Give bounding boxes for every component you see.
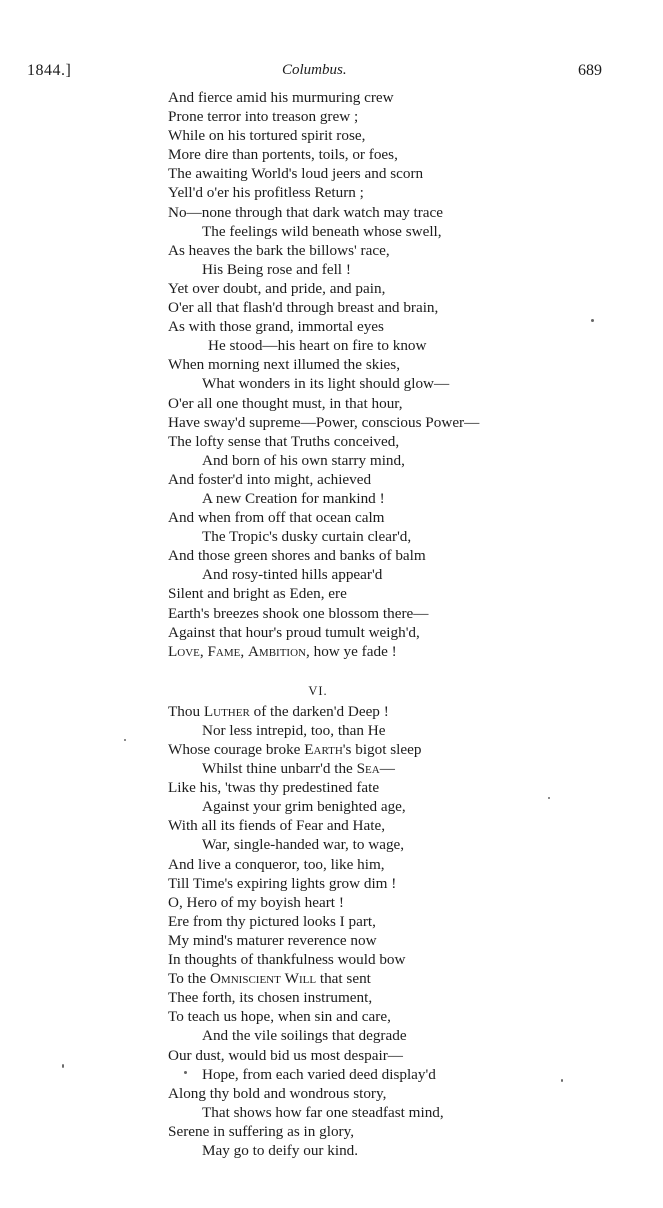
poem-line-omniscient — [168, 969, 648, 988]
poem-line: When morning next illumed the skies, — [168, 356, 400, 374]
poem-line: The lofty sense that Truths conceived, — [168, 432, 400, 450]
poem-line: Against your grim benighted age, — [202, 798, 406, 816]
poem-line: Against that hour's proud tumult weigh'd, — [168, 623, 420, 641]
paper-speck — [561, 1079, 563, 1082]
word-omniscient: Omniscient — [209, 970, 281, 988]
header-year: 1844.] — [27, 62, 72, 79]
poem-line: The Tropic's dusky curtain clear'd, — [202, 528, 412, 546]
stanza-vi-end — [168, 988, 648, 1160]
poem-line-luther — [168, 702, 648, 721]
header-title: Columbus. — [282, 62, 347, 78]
poem-line: May go to deify our kind. — [202, 1141, 359, 1159]
stanza-vi-middle — [168, 778, 648, 969]
separator: , — [240, 642, 248, 660]
poem-line: In thoughts of thankfulness would bow — [168, 951, 406, 969]
poem-line: War, single-handed war, to wage, — [202, 836, 405, 854]
word-ambition: Ambition — [247, 642, 306, 660]
poem-line: Along thy bold and wondrous story, — [168, 1084, 387, 1102]
line-rest: , how ye fade ! — [306, 642, 397, 660]
poem-line: Thee forth, its chosen instrument, — [168, 989, 373, 1007]
word-will: Will — [284, 970, 317, 988]
line-post: of the darken'd Deep ! — [249, 702, 389, 720]
poem-line: Hope, from each varied deed display'd — [202, 1065, 436, 1083]
line-pre: Whilst thine unbarr'd the — [202, 760, 357, 778]
poem-line: And live a conqueror, too, like him, — [168, 855, 385, 873]
poem-line: And those green shores and banks of balm — [168, 547, 426, 565]
poem-line: Ere from thy pictured looks I part, — [168, 912, 376, 930]
poem-line: Have sway'd supreme—Power, conscious Power— — [168, 413, 480, 431]
poem-line: And born of his own starry mind, — [202, 451, 405, 469]
poem-line: Serene in suffering as in glory, — [168, 1122, 355, 1140]
poem-line-earth — [168, 740, 648, 759]
poem-line: O'er all one thought must, in that hour, — [168, 394, 403, 412]
word-fame: Fame — [207, 642, 241, 660]
poem-line: Yet over doubt, and pride, and pain, — [168, 279, 386, 297]
line-pre: Thou — [168, 702, 204, 720]
paper-speck — [62, 1064, 64, 1068]
word-luther: Luther — [203, 702, 250, 720]
poem-line-love-fame-ambition — [168, 642, 648, 661]
poem-text — [168, 88, 648, 1160]
poem-line: Prone terror into treason grew ; — [168, 108, 359, 126]
poem-line: Earth's breezes shook one blossom there— — [168, 604, 429, 622]
page-number: 689 — [578, 62, 602, 79]
poem-line: He stood—his heart on fire to know — [208, 337, 427, 355]
poem-line: His Being rose and fell ! — [202, 260, 351, 278]
poem-line: With all its fiends of Fear and Hate, — [168, 817, 386, 835]
poem-line: As with those grand, immortal eyes — [168, 318, 384, 336]
poem-line: The awaiting World's loud jeers and scorn — [168, 165, 424, 183]
word-earth: Earth — [304, 741, 343, 758]
poem-line: Our dust, would bid us most despair— — [168, 1046, 403, 1064]
poem-line: Yell'd o'er his profitless Return ; — [168, 184, 364, 202]
poem-line: A new Creation for mankind ! — [202, 489, 385, 507]
separator: , — [199, 642, 208, 660]
paper-speck — [124, 739, 126, 741]
poem-line: And when from off that ocean calm — [168, 509, 385, 527]
poem-line: O'er all that flash'd through breast and brain, — [168, 299, 439, 317]
poem-line: Silent and bright as Eden, ere — [168, 585, 347, 603]
poem-line: Like his, 'twas thy predestined fate — [168, 779, 380, 797]
line-pre: Whose courage broke — [168, 741, 305, 758]
poem-line: And fierce amid his murmuring crew — [168, 89, 394, 106]
poem-line: O, Hero of my boyish heart ! — [168, 893, 344, 911]
poem-line: My mind's maturer reverence now — [168, 931, 377, 949]
poem-line: And rosy-tinted hills appear'd — [202, 566, 383, 584]
poem-line: The feelings wild beneath whose swell, — [202, 222, 442, 240]
poem-line: No—none through that dark watch may trace — [168, 203, 443, 221]
poem-line: As heaves the bark the billows' race, — [168, 241, 390, 259]
poem-line-sea — [168, 759, 648, 778]
poem-line: Nor less intrepid, too, than He — [202, 721, 386, 739]
poem-line: Till Time's expiring lights grow dim ! — [168, 874, 397, 892]
poem-line: To teach us hope, when sin and care, — [168, 1008, 391, 1026]
word-sea: Sea — [356, 760, 380, 778]
poem-line: And the vile soilings that degrade — [202, 1027, 407, 1045]
poem-line: And foster'd into might, achieved — [168, 470, 372, 488]
line-pre: To the — [168, 970, 210, 988]
running-header — [0, 62, 663, 84]
line-post: 's bigot sleep — [342, 741, 422, 758]
stanza-v — [168, 88, 648, 642]
paper-speck — [184, 1071, 187, 1074]
poem-line: What wonders in its light should glow— — [202, 375, 450, 393]
paper-speck — [591, 319, 594, 322]
line-post: — — [379, 760, 395, 778]
paper-speck — [548, 797, 550, 799]
poem-line: More dire than portents, toils, or foes, — [168, 146, 398, 164]
line-post: that sent — [316, 970, 371, 988]
poem-line: While on his tortured spirit rose, — [168, 127, 366, 145]
word-love: Love — [168, 642, 200, 660]
poem-line: That shows how far one steadfast mind, — [202, 1103, 444, 1121]
section-number: VI. — [308, 683, 328, 698]
